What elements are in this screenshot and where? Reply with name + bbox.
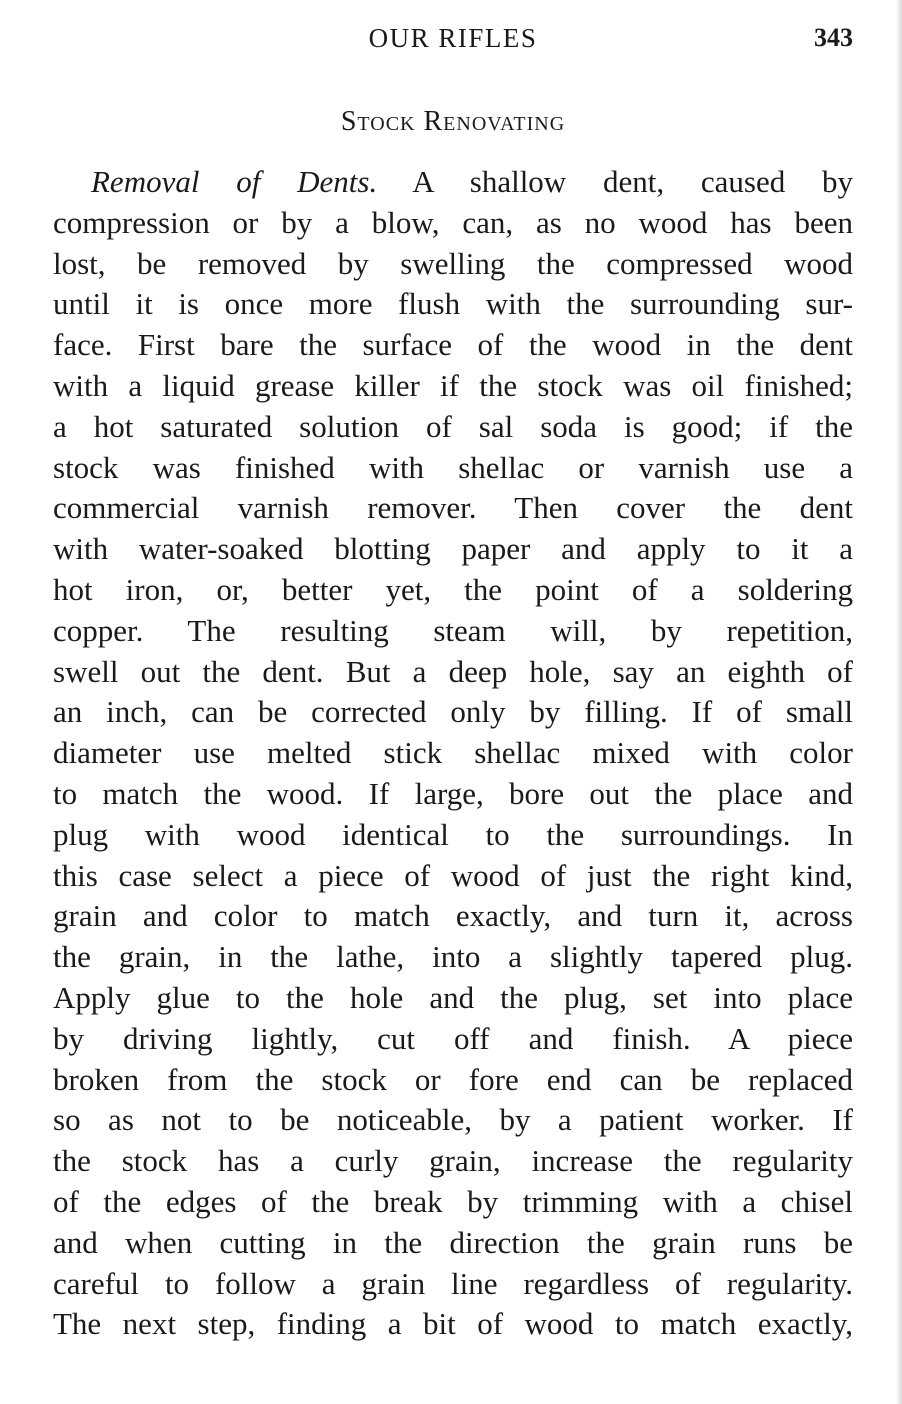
text-line: lost, be removed by swelling the compressed wood (53, 245, 853, 281)
text-line: to match the wood. If large, bore out the place and (53, 775, 853, 811)
text-line: compression or by a blow, can, as no wood has been (53, 204, 853, 240)
paragraph-first-line (53, 162, 853, 203)
text-line: with water-soaked blotting paper and apply to it a (53, 531, 853, 567)
text-line: Apply glue to the hole and the plug, set into place (53, 979, 853, 1015)
running-head (53, 18, 853, 58)
text-line: swell out the dent. But a deep hole, say an eighth of (53, 653, 853, 689)
text-line: broken from the stock or fore end can be replaced (53, 1061, 853, 1097)
text-line: this case select a piece of wood of just the right kind, (53, 857, 853, 893)
text-line: the grain, in the lathe, into a slightly tapered plug. (53, 939, 853, 975)
text-line: an inch, can be corrected only by filling. If of small (53, 694, 853, 730)
running-title: OUR RIFLES (368, 23, 538, 53)
text-line: copper. The resulting steam will, by repetition, (53, 612, 853, 648)
text-line: until it is once more flush with the surrounding sur- (53, 286, 853, 322)
text-line: and when cutting in the direction the grain runs be (53, 1224, 853, 1260)
page-number: 343 (814, 23, 853, 52)
text-line: hot iron, or, better yet, the point of a soldering (53, 571, 853, 607)
text-line: so as not to be noticeable, by a patient worker. If (53, 1102, 853, 1138)
first-line-text: A shallow dent, caused by (412, 164, 854, 199)
text-line: of the edges of the break by trimming with a chisel (53, 1183, 853, 1219)
text-line: commercial varnish remover. Then cover the dent (53, 490, 853, 526)
text-line: The next step, finding a bit of wood to match exactly, (53, 1306, 853, 1342)
text-line: by driving lightly, cut off and finish. A piece (53, 1020, 853, 1056)
text-line: a hot saturated solution of sal soda is good; if the (53, 408, 853, 444)
body-paragraph (53, 162, 853, 1345)
text-line: diameter use melted stick shellac mixed with color (53, 735, 853, 771)
text-line: grain and color to match exactly, and turn it, across (53, 898, 853, 934)
text-line: with a liquid grease killer if the stock was oil finished; (53, 367, 853, 403)
text-line: stock was finished with shellac or varnish use a (53, 449, 853, 485)
text-line: plug with wood identical to the surroundings. In (53, 816, 853, 852)
text-line: careful to follow a grain line regardless of regularity. (53, 1265, 853, 1301)
run-in-title: Removal of Dents. (91, 164, 378, 199)
page-edge-shadow (896, 0, 902, 1404)
text-line: face. First bare the surface of the wood in the dent (53, 327, 853, 363)
text-line: the stock has a curly grain, increase the regularity (53, 1143, 853, 1179)
section-heading: Stock Renovating (340, 106, 566, 137)
